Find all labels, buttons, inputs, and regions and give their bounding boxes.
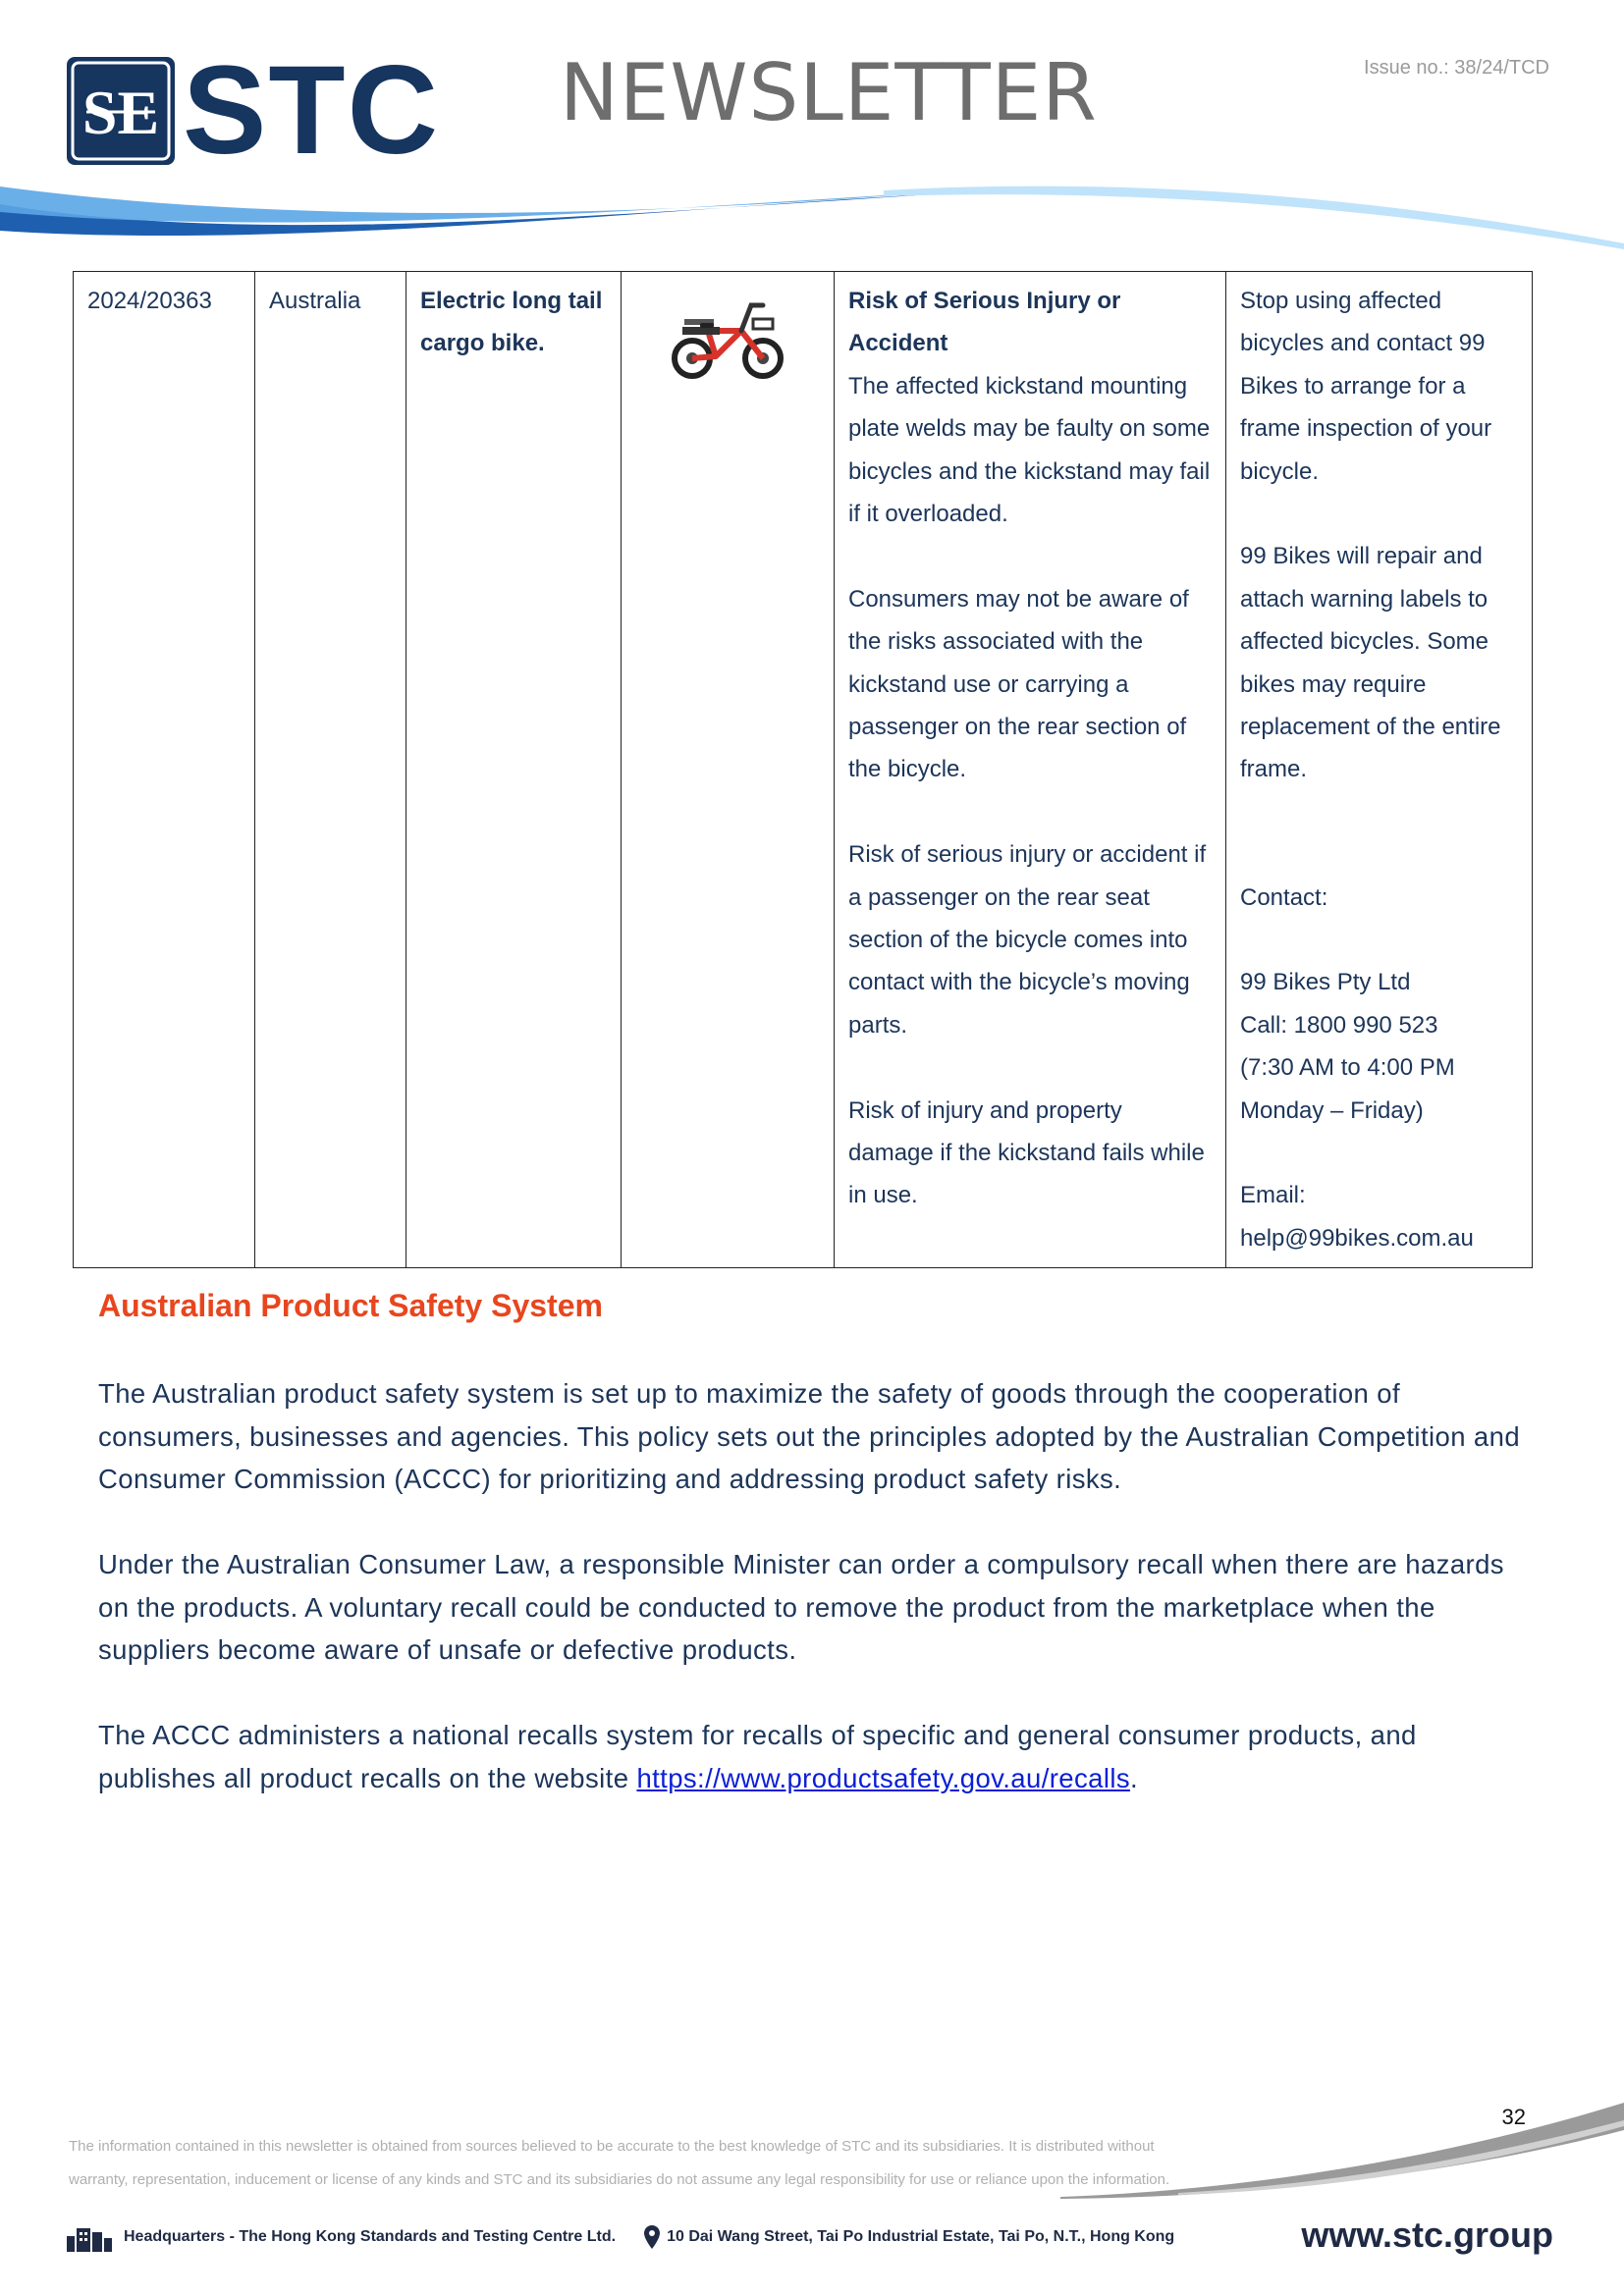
recall-remedy-cell bbox=[1226, 272, 1533, 1268]
disclaimer-line: warranty, representation, inducement or license of any kinds and STC and its subsidiaries do not assume any legal responsibility for use or reliance upon the information. bbox=[69, 2171, 1170, 2188]
cargo-bike-image bbox=[669, 292, 786, 390]
page-number: 32 bbox=[1501, 2105, 1526, 2129]
recall-ref-cell bbox=[74, 272, 255, 1268]
remedy-paragraph: 99 Bikes will repair and attach warning labels to affected bicycles. Some bikes may require replacement of the entire frame. bbox=[1240, 543, 1501, 783]
location-pin-icon bbox=[643, 2224, 661, 2250]
issue-number: Issue no.: 38/24/TCD bbox=[1364, 57, 1549, 79]
headquarters-building-icon bbox=[65, 2222, 114, 2252]
contact-label: Contact: bbox=[1240, 883, 1328, 911]
contact-days: Monday – Friday) bbox=[1240, 1096, 1424, 1124]
stc-logo-mark-icon bbox=[67, 57, 175, 165]
recall-image-cell bbox=[622, 272, 835, 1268]
contact-phone: Call: 1800 990 523 bbox=[1240, 1011, 1438, 1039]
recalls-website-link[interactable]: https://www.productsafety.gov.au/recalls bbox=[636, 1762, 1131, 1793]
contact-email: help@99bikes.com.au bbox=[1240, 1224, 1474, 1252]
recall-hazard-cell bbox=[835, 272, 1226, 1268]
recall-product-cell bbox=[406, 272, 622, 1268]
section-paragraph-with-link bbox=[98, 1714, 1532, 1799]
section-paragraph: Under the Australian Consumer Law, a responsible Minister can order a compulsory recall when there are hazards on the products. A voluntary recall could be conducted to remove the product from the marketplace when the suppliers become aware of unsafe or defective products. bbox=[98, 1549, 1504, 1665]
recall-product-name: Electric long tail cargo bike. bbox=[420, 288, 603, 357]
recall-country-cell bbox=[255, 272, 406, 1268]
hazard-paragraph: Risk of injury and property damage if the kickstand fails while in use. bbox=[848, 1096, 1205, 1209]
recall-table bbox=[73, 271, 1533, 1268]
contact-hours: (7:30 AM to 4:00 PM bbox=[1240, 1054, 1455, 1082]
headquarters-text: Headquarters - The Hong Kong Standards and Testing Centre Ltd. bbox=[124, 2228, 617, 2245]
header-swoosh-decoration bbox=[0, 177, 1624, 255]
hazard-paragraph: The affected kickstand mounting plate welds may be faulty on some bicycles and the kickstand may fail if it overloaded. bbox=[848, 372, 1211, 528]
hazard-title: Risk of Serious Injury or Accident bbox=[848, 288, 1121, 357]
website-url: www.stc.group bbox=[1301, 2215, 1553, 2255]
paragraph-end: . bbox=[1130, 1762, 1139, 1793]
logo-text: STC bbox=[183, 40, 440, 181]
contact-company: 99 Bikes Pty Ltd bbox=[1240, 969, 1411, 996]
hazard-paragraph: Consumers may not be aware of the risks associated with the kickstand use or carrying a passenger on the rear section of the bicycle. bbox=[848, 585, 1189, 783]
address-text: 10 Dai Wang Street, Tai Po Industrial Estate, Tai Po, N.T., Hong Kong bbox=[667, 2228, 1175, 2245]
disclaimer-line: The information contained in this newsletter is obtained from sources believed to be accurate to the best knowledge of STC and its subsidiaries. It is distributed without bbox=[69, 2138, 1155, 2155]
email-label: Email: bbox=[1240, 1182, 1306, 1209]
hazard-paragraph: Risk of serious injury or accident if a passenger on the rear seat section of the bicycle comes into contact with the bicycle’s moving parts. bbox=[848, 841, 1207, 1039]
remedy-paragraph: Stop using affected bicycles and contact 99 Bikes to arrange for a frame inspection of your bicycle. bbox=[1240, 288, 1492, 485]
section-paragraph: The Australian product safety system is set up to maximize the safety of goods through the cooperation of consumers, businesses and agencies. This policy sets out the principles adopted by the Australian Competition and Consumer Commission (ACCC) for prioritizing and addressing product safety risks. bbox=[98, 1378, 1521, 1494]
stc-logo bbox=[67, 40, 440, 181]
newsletter-title: NEWSLETTER bbox=[560, 47, 1098, 138]
disclaimer bbox=[69, 2130, 1306, 2197]
table-row bbox=[74, 272, 1533, 1268]
logo-mark-text: SE bbox=[81, 78, 160, 147]
paragraph-text: The ACCC administers a national recalls system for recalls of specific and general consumer products, and publishes all product recalls on the website bbox=[98, 1720, 1417, 1793]
recall-country: Australia bbox=[269, 288, 361, 314]
section-title: Australian Product Safety System bbox=[98, 1288, 603, 1323]
recall-ref-number: 2024/20363 bbox=[87, 288, 212, 314]
